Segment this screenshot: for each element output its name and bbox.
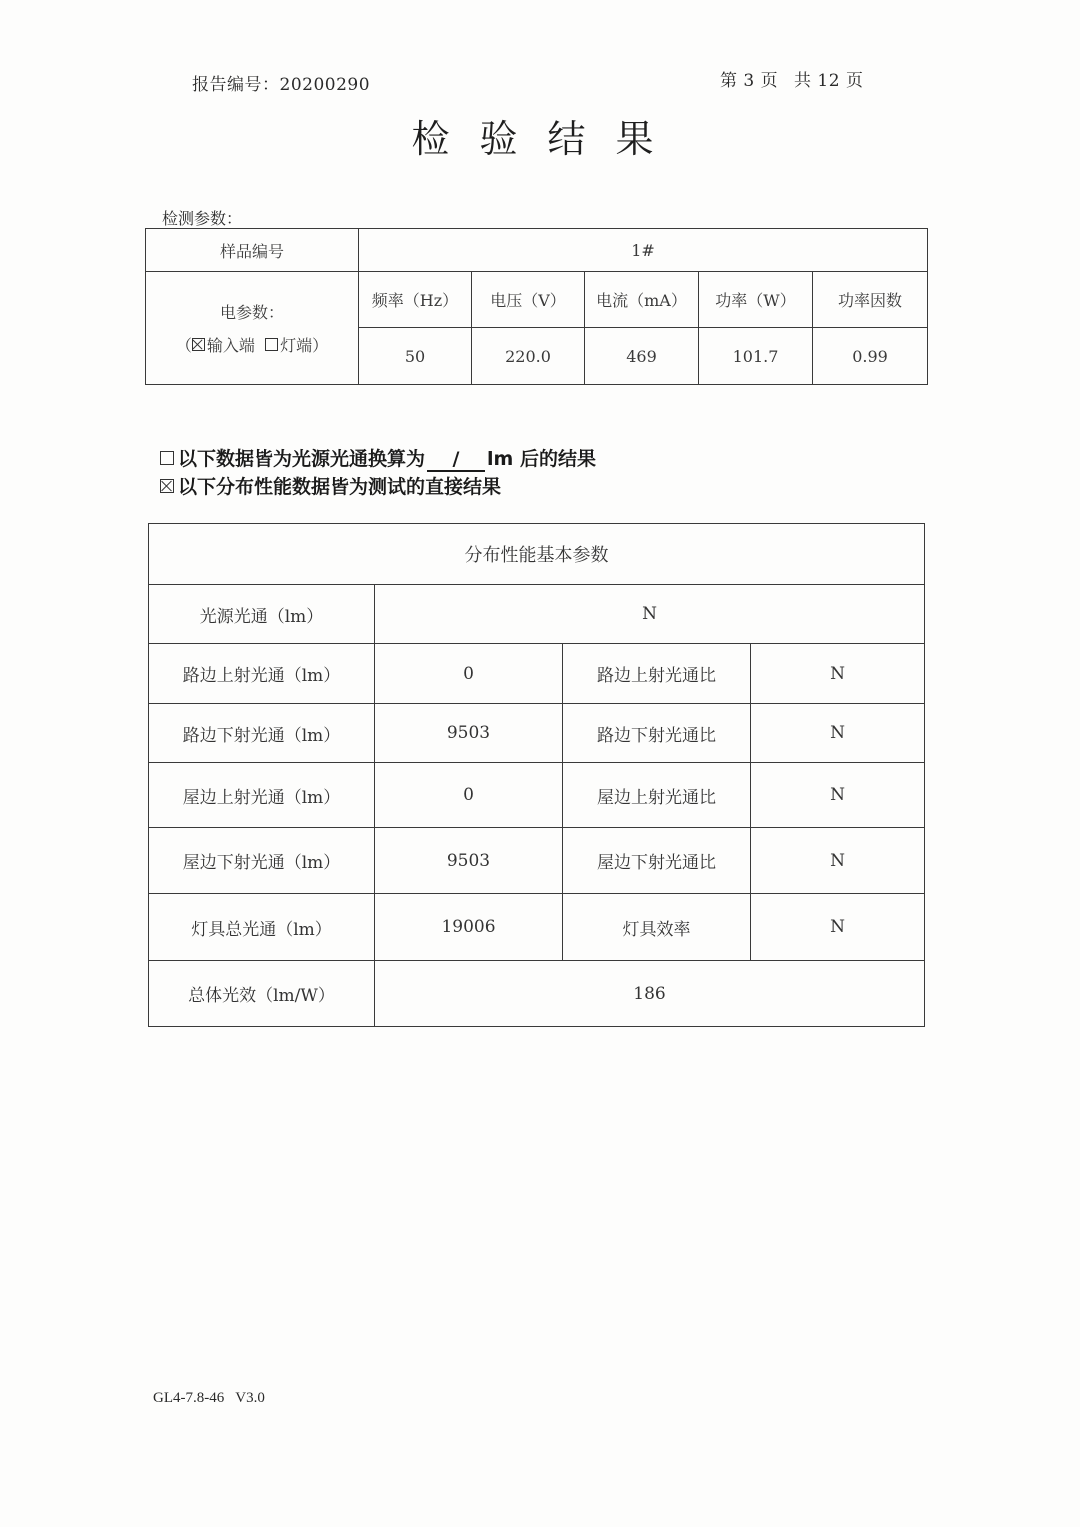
note1-suffix: lm 后的结果: [487, 448, 596, 470]
row-ratio-value: N: [751, 828, 925, 894]
note-direct-results: [160, 472, 501, 499]
row-value: 19006: [375, 894, 563, 961]
form-code: GL4-7.8-46: [153, 1390, 225, 1406]
row-ratio-value: N: [751, 644, 925, 704]
efficacy-label: 总体光效（lm/W）: [149, 961, 375, 1027]
elec-params-label-cell: [146, 272, 359, 385]
page-current: 第 3 页: [720, 71, 779, 91]
header-power: 功率（W）: [699, 272, 813, 328]
sample-number-value: 1#: [359, 229, 928, 272]
row-value: 0: [375, 763, 563, 828]
row-ratio-label: 路边上射光通比: [563, 644, 751, 704]
row-label: 灯具总光通（lm）: [149, 894, 375, 961]
header-voltage: 电压（V）: [472, 272, 585, 328]
value-power: 101.7: [699, 328, 813, 385]
value-frequency: 50: [359, 328, 472, 385]
header-current: 电流（mA）: [585, 272, 699, 328]
table-row: [149, 704, 925, 763]
checked-checkbox-icon: [160, 479, 174, 493]
row-ratio-value: N: [751, 704, 925, 763]
unchecked-checkbox-icon: [160, 451, 174, 465]
lamp-option-label: 灯端: [280, 336, 313, 355]
page-total: 共 12 页: [794, 71, 864, 91]
sample-number-label: 样品编号: [146, 229, 359, 272]
value-current: 469: [585, 328, 699, 385]
row-label: 路边下射光通（lm）: [149, 704, 375, 763]
version: V3.0: [235, 1390, 265, 1406]
row-ratio-label: 路边下射光通比: [563, 704, 751, 763]
row-ratio-label: 灯具效率: [563, 894, 751, 961]
report-number: 报告编号：20200290: [192, 75, 371, 95]
distribution-params-table: [148, 523, 925, 1027]
value-voltage: 220.0: [472, 328, 585, 385]
dist-table-title: 分布性能基本参数: [149, 524, 925, 585]
page-title: 检验结果: [411, 117, 684, 161]
row-label: 路边上射光通（lm）: [149, 644, 375, 704]
note2-text: 以下分布性能数据皆为测试的直接结果: [178, 476, 502, 498]
header-power-factor: 功率因数: [813, 272, 928, 328]
unchecked-checkbox-icon: [265, 338, 278, 351]
note-converted-results: [160, 444, 596, 472]
params-label: 检测参数：: [162, 209, 243, 228]
row-ratio-value: N: [751, 894, 925, 961]
row-ratio-label: 屋边上射光通比: [563, 763, 751, 828]
checked-checkbox-icon: [192, 338, 205, 351]
note1-prefix: 以下数据皆为光源光通换算为: [178, 448, 426, 470]
row-label: 屋边上射光通（lm）: [149, 763, 375, 828]
input-option-label: 输入端: [206, 336, 255, 355]
table-row: [149, 763, 925, 828]
efficacy-value: 186: [375, 961, 925, 1027]
table-row: [149, 644, 925, 704]
row-ratio-value: N: [751, 763, 925, 828]
row-value: 9503: [375, 828, 563, 894]
elec-params-options: （ 输入端 灯端）: [175, 336, 329, 355]
footer: [153, 1390, 265, 1407]
page-number: [720, 66, 873, 91]
row-value: 0: [375, 644, 563, 704]
row-ratio-label: 屋边下射光通比: [563, 828, 751, 894]
elec-params-label: 电参数：: [219, 303, 284, 322]
table-row: [149, 894, 925, 961]
source-flux-value: N: [375, 585, 925, 644]
source-flux-label: 光源光通（lm）: [149, 585, 375, 644]
table-row: [149, 828, 925, 894]
row-value: 9503: [375, 704, 563, 763]
header-frequency: 频率（Hz）: [359, 272, 472, 328]
electrical-params-table: [145, 228, 928, 385]
note1-blank: /: [427, 448, 485, 472]
value-power-factor: 0.99: [813, 328, 928, 385]
row-label: 屋边下射光通（lm）: [149, 828, 375, 894]
